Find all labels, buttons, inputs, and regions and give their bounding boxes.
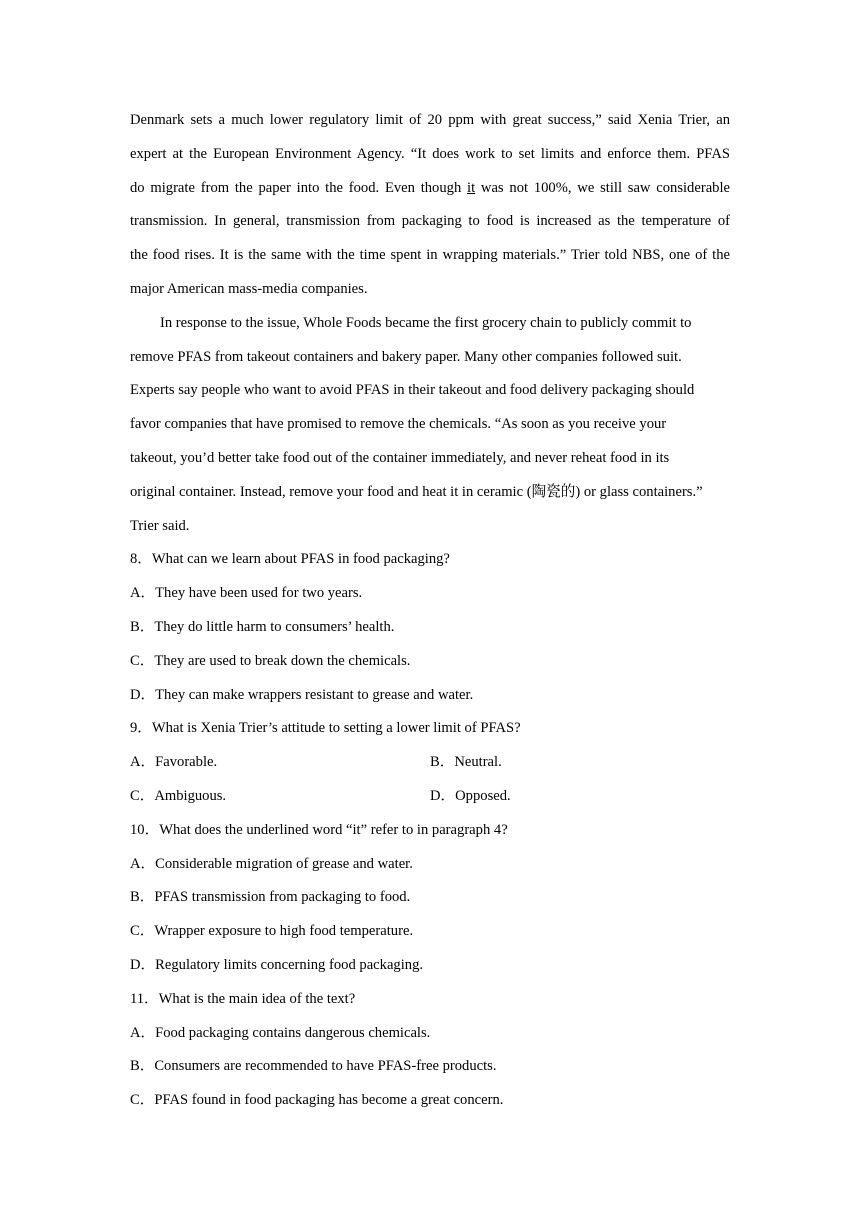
text-line: In response to the issue, Whole Foods became the first grocery chain to publicly commit to [160, 314, 692, 331]
underlined-word-it: it [467, 179, 476, 196]
text-line: takeout, you’d better take food out of the container immediately, and never reheat food in its [130, 449, 670, 466]
text-line: expert at the European Environment Agency. “It does work to set limits and enforce them. PFAS [130, 145, 730, 162]
option-c: C．Ambiguous. [130, 787, 227, 804]
option-d: D．Regulatory limits concerning food packaging. [130, 956, 424, 973]
text-line: Denmark sets a much lower regulatory limit of 20 ppm with great success,” said Xenia Trier, an [130, 112, 730, 128]
text-line: Trier said. [130, 517, 190, 534]
text-line [130, 172, 730, 206]
text-line: Experts say people who want to avoid PFAS in their takeout and food delivery packaging should [130, 382, 695, 399]
question-stem: 11．What is the main idea of the text? [130, 990, 356, 1007]
text-line: the food rises. It is the same with the time spent in wrapping materials.” Trier told NBS, one of the [130, 247, 730, 264]
question-stem: 10．What does the underlined word “it” refer to in paragraph 4? [130, 821, 508, 838]
option-row [130, 780, 730, 814]
question-9 [130, 712, 730, 813]
question-stem: 8．What can we learn about PFAS in food packaging? [130, 551, 450, 568]
option-a: A．Favorable. [130, 754, 218, 771]
text-line: favor companies that have promised to remove the chemicals. “As soon as you receive your [130, 416, 667, 433]
text-line: original container. Instead, remove your food and heat it in ceramic (陶瓷的) or glass containers.” [130, 483, 703, 500]
option-a: A．Considerable migration of grease and water. [130, 855, 413, 872]
question-8 [130, 543, 730, 712]
option-b: B．Consumers are recommended to have PFAS-free products. [130, 1058, 497, 1075]
text-line: major American mass-media companies. [130, 280, 368, 297]
document-page [130, 104, 730, 1118]
option-b: B．PFAS transmission from packaging to food. [130, 889, 411, 906]
question-stem: 9．What is Xenia Trier’s attitude to setting a lower limit of PFAS? [130, 720, 521, 737]
question-11 [130, 983, 730, 1118]
text-span: was not 100%, we still saw considerable [475, 179, 730, 196]
option-row [130, 746, 730, 780]
question-10 [130, 814, 730, 983]
option-c: C．Wrapper exposure to high food temperature. [130, 923, 414, 940]
option-d: D．They can make wrappers resistant to grease and water. [130, 686, 474, 703]
option-a: A．Food packaging contains dangerous chemicals. [130, 1024, 431, 1041]
paragraph-4 [130, 307, 730, 544]
text-span: do migrate from the paper into the food. Even though [130, 179, 468, 196]
option-a: A．They have been used for two years. [130, 585, 363, 602]
option-d: D．Opposed. [430, 787, 511, 804]
option-b: B．They do little harm to consumers’ health. [130, 618, 395, 635]
text-line: remove PFAS from takeout containers and bakery paper. Many other companies followed suit. [130, 348, 682, 365]
option-b: B．Neutral. [430, 754, 502, 771]
text-line: transmission. In general, transmission from packaging to food is increased as the temperature of [130, 213, 730, 230]
option-c: C．They are used to break down the chemicals. [130, 652, 411, 669]
option-c: C．PFAS found in food packaging has become a great concern. [130, 1092, 504, 1109]
paragraph-3 [130, 104, 730, 307]
